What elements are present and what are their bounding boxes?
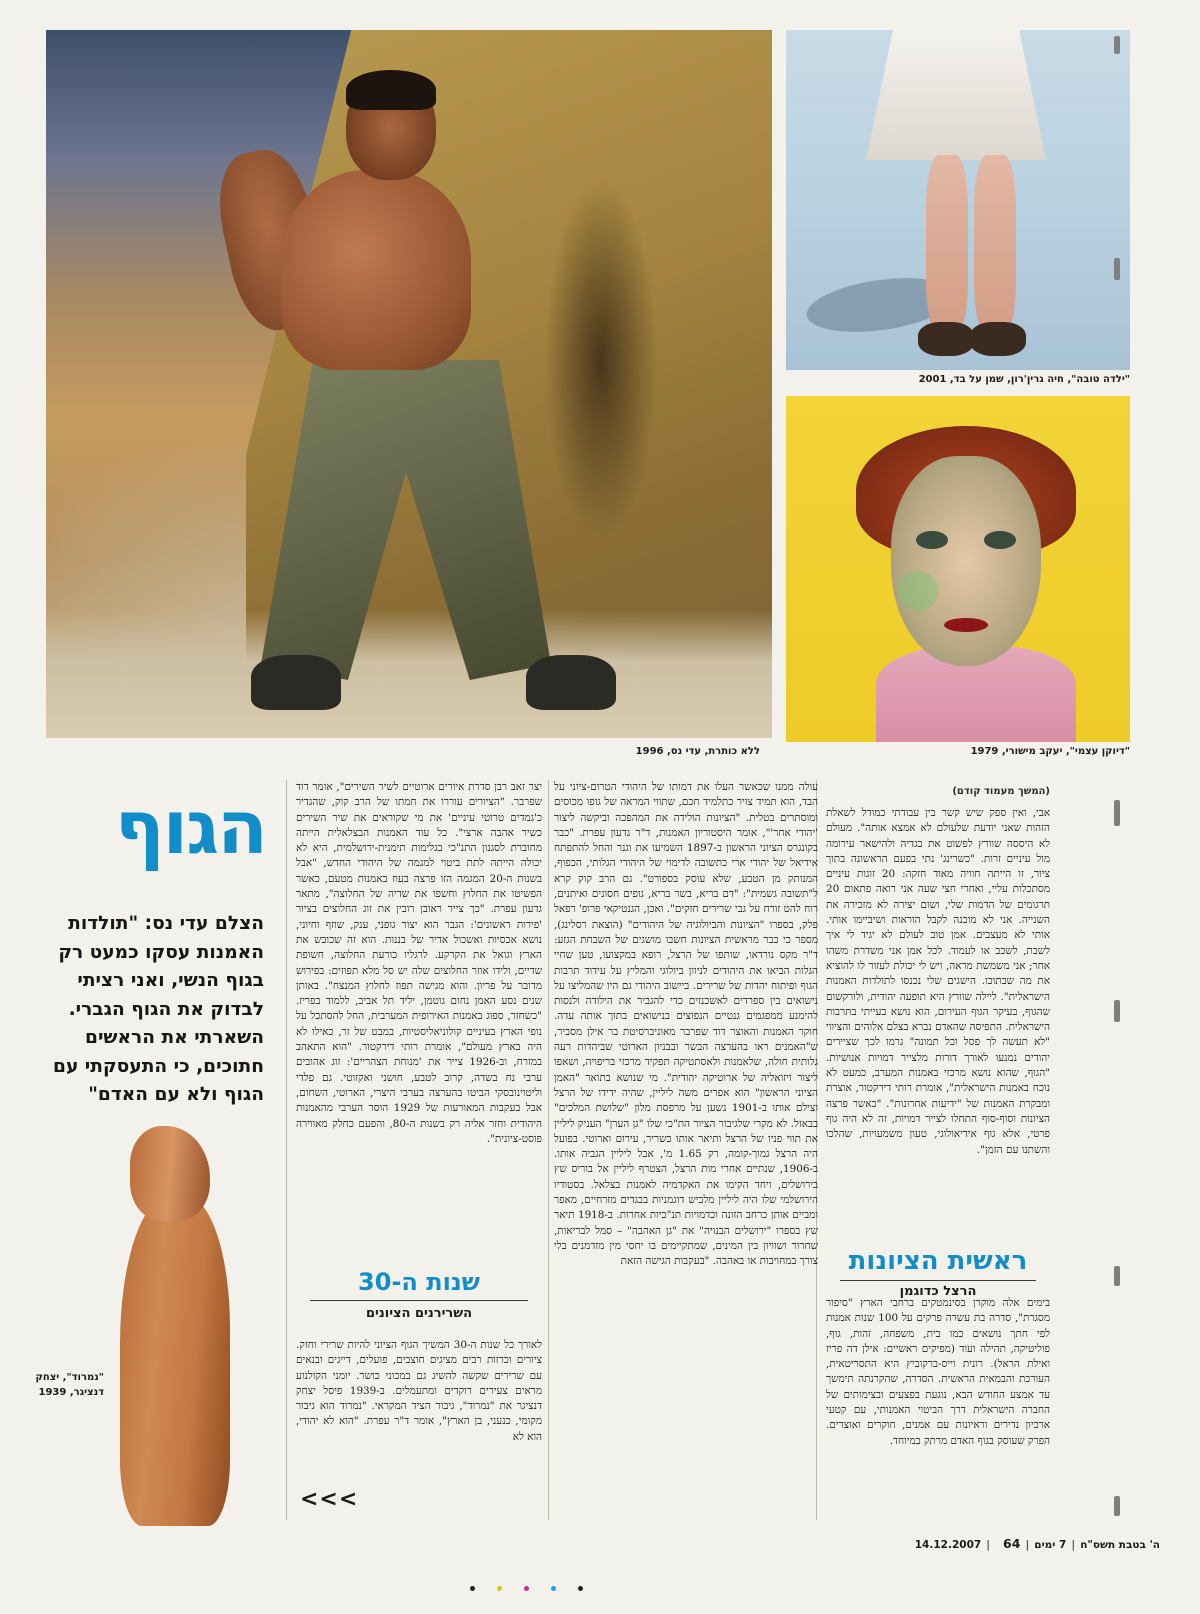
page-number: 64 — [1003, 1536, 1021, 1551]
page-footer — [820, 1536, 1160, 1551]
statue-photo-caption: "נמרוד", יצחק דנציגר, 1939 — [35, 1372, 104, 1398]
column-divider — [548, 780, 549, 1520]
statue-body-shape — [120, 1196, 230, 1526]
nimrod-statue-photo — [110, 1126, 240, 1526]
footer-date: 14.12.2007 — [914, 1539, 982, 1551]
footer-separator: | — [1025, 1539, 1030, 1551]
photo-shoe-shape — [970, 322, 1026, 356]
photo-leg-shape — [926, 155, 968, 335]
body-column-2: עולה ממנו שכאשר העלו את דמותו של היהודי הטרום-ציוני על הבד, הוא תמיד צויר כתלמיד חכם, שתווי המראה של גופו מכוסים ומוסתרים בטלית. "הציונות הולידה את המהפכה וביקשה ליצור 'יהודי אחר'", אומר היסטוריון האמנות, ד"ר גדעון עפרת. "כבר בקונגרס הציוני הראשון ב-1897 השמיעו את וגנר והחל להתפתח אידיאל של יהודי ארי כתשובה לדימוי של היהודי הגלותי, הכפוף, המנותק מן הטבע, שלא עוסק בספורט". גם הרב קוק קרא ל"תשובה גשמית": "דם בריא, בשר בריא, גופים חסונים ואיתנים, רוח להט זורח על גבי שרירים חזקים". ואכן, הגנטיקאי פרופ' רפאל פלק, בספרו "הציונות והביולוגיה של היהודים" (הוצאת רסלינג), מספר כי כבר מראשית הציונות חשבו מושגים של השבחת הגזע: ד"ר מקס נורדאו, שותפו של הרצל, רופא במקצועו, טען שחיי הגלות הביאו את היהודים לניוון ביולוגי והמליץ על עידוד תרבות הגוף ופיתוח יהדות של שרירים. ביישוב היהודי גם היו שהמליצו על נישואים בין ספרדים לאשכנזים כדי להגביר את הילודה ולנסות להימנע ממפגמים גנטיים הנפוצים בנישואים בתוך אותה עדה. חוקר האמנות והאוצר דוד שפרבר מאוניברסיטת בר אילן מסביר, ש"האמנים ראו בהערצה הבשר ובבניון הארוטי שביהדות רעה גלותית חולה, שלאמנות ולאסתטיקה תפקיד מרכזי בריפויה, ושאפו ליצור ויזואליה של ארוטיקה יהודית". מי שנושא בתואר "האמן הציוני הראשון" הוא אפרים משה ליליין, שהיה ידידו של הרצל וצילם אותו ב-1901 נשען על מרפסת מלון "שלושת המלכים" בבאזל. לא מקרי שלגיבור הציור הת"כי שלו "גן הערן" העניק ליליין את תווי פניו של הרצל ותיאר אותו כשריר, עירום וארוטי. בפועל היה הרצל גמוך-קומה, רק 1.65 מ', אבל ליליין הגביה אותו. ב-1906, שנתיים אחרי מות הרצל, הצטרף ליליין אל בוריס שץ בירושלים, ויחד הקימו את האקדמיה לאמנות בצלאל. בסטודיו הירושלמי שלו היה ליליין מלביש דוגמניות בבגדים מזרחיים, מאפר ומביים אותן כרחב הזונה וכדמויות תנ"כיות אחרות. ב-1918 תיאר שץ בספרו "ירושלים הבנויה" את "גן האהבה" – סמל לבריאות, שחרור ושוויון בין המינים, שמתקיימים בו יחסי מין מזדמנים בלי צורך במחויבות או באהבה. "בעקבות הגישה הזאת — [554, 781, 818, 1268]
article-headline: הגוף — [114, 785, 266, 871]
photo-eye-shape — [984, 531, 1016, 549]
edge-mark — [1114, 258, 1120, 280]
registration-dot — [497, 1586, 502, 1591]
photo-eye-shape — [916, 531, 948, 549]
photo-hair-shape — [346, 70, 436, 110]
body-column-1-lower: בימים אלה מוקרן בסינמטקים ברחבי הארץ "סיפור מסגרת", סדרה בת עשרה פרקים על 100 שנות אמנות לפי חתך נושאים כמו בית, משפחה, זהות, גוף, פוליטיקה, תהילה ועוד (מפיקים ראשיים: אילן דה פריז ואילת הראל). רונית וייס-ברקוביץ היא התסריטאית, העורכת והבמאית הראשית. הסדרה, שהקרנתה תימשך עד אמצע החודש הבא, נוגעת בפצעים ובצימותים של החברה הישראלית דרך הביטוי האמנותי, עם קטעי ארכיון נדירים וראיונות עם אמנים, חוקרים ואוצרים. הפרק שעוסק בגוף האדם מרתק במיוחד. — [826, 1297, 1050, 1447]
continued-note: (המשך מעמוד קודם) — [952, 786, 1050, 797]
portrait-photo-caption: "דיוקן עצמי", יעקב מישורי, 1979 — [970, 746, 1130, 757]
photo-shadow-shape — [526, 120, 676, 600]
photo-lips-shape — [944, 618, 988, 632]
soldier-photo-caption: ללא כותרת, עדי נס, 1996 — [635, 746, 760, 757]
section-title-30s: שנות ה-30 — [358, 1268, 480, 1296]
footer-hebrew-date: ה' בטבת תשס"ח — [1080, 1539, 1160, 1551]
registration-marks — [470, 1586, 583, 1591]
section-title-zionism: ראשית הציונות — [848, 1246, 1028, 1276]
registration-dot — [578, 1586, 583, 1591]
column-divider — [286, 780, 287, 1520]
footer-section: 7 ימים — [1034, 1539, 1067, 1551]
photo-boot-shape — [526, 655, 616, 710]
photo-torso-shape — [281, 170, 471, 370]
registration-dot — [551, 1586, 556, 1591]
photo-sand-shape — [46, 610, 772, 738]
self-portrait-photo — [786, 396, 1130, 742]
body-column-3-lower: לאורך כל שנות ה-30 המשיך הגוף הציוני להיות שרירי וחזק. ציורים וכרזות רבים מציגים חוצבים, פועלים, דייגים ובנאים עם שרירים שקשה להשיג גם במכוני כושר. יומני הקולנוע מראים צעירים רוקדים ומתעמלים. ב-1939 פיסל יצחק דנציגר את "נמרוד", גיבור הציד המקראי. "נמרוד הוא גיבור מקומי, כנעני, בן הארץ", אומר ד"ר עפרת. "הוא לא יהודי, הוא לא — [296, 1339, 542, 1443]
footer-separator: | — [1071, 1539, 1076, 1551]
soldier-photo — [46, 30, 772, 738]
registration-dot — [470, 1586, 475, 1591]
photo-leg-shape — [974, 155, 1016, 335]
section-rule — [840, 1280, 1036, 1281]
footer-separator: | — [986, 1539, 991, 1551]
registration-dot — [524, 1586, 529, 1591]
pull-quote: הצלם עדי נס: "תולדות האמנות עסקו כמעט רק בגוף הנשי, ואני רציתי לבדוק את הגוף הגברי. השארתי את הראשים חתוכים, כי התעסקתי עם הגוף ולא עם האדם" — [53, 913, 264, 1105]
photo-boot-shape — [251, 655, 341, 710]
girl-painting-photo — [786, 30, 1130, 370]
photo-dress-shape — [866, 30, 1046, 160]
statue-head-shape — [130, 1126, 210, 1221]
edge-mark — [1114, 1000, 1120, 1022]
body-column-1: אבי, ואין ספק שיש קשר בין עבודתי כמודל לשאלת הזהות שאני יודעת שלעולם לא אמצא אותה". מעולם לא היססה שוורץ לפשוט את בגדיה ולהישאר עירומה מול עיניים זרות. "כשרינג' נתי בפעם הראשונה בתוך ציור, זו הייתה חוויה מאוד חזקה: 20 זוגות עיניים מסתכלות עליי, ואחרי חצי שעה אני רואה פתאום 20 תרגומים של הדמות שלי, ושום יצירה לא מזכירה את השנייה. אני לא מוכנה לקבל הוראות ושיביימו אותי. אותי לא מעצבים. אמן טוב לעולם לא יגיד לי איך לשבת, לשכב או לעמוד. לכל אמן אני משדרת משהו אחר; אני משמשת מראה, ויש לי יכולת לעזור לו להוציא את מה שבתוכו. הישגים שלי נכנסו לתולדות האמנות הישראלית". ליילה שוורץ היא תופעה יהודית, ולורקשום שהגוף, בעיקר הגוף העירום, הוא נושא בעייתי בתרבות הישראלית. התפיסה שהאדם נברא בצלם אלוהים והציווי "לא תעשה לך פסל וכל תמונה" גרמו לכך שציירים יהודים נמנעו לאורך דורות מלצייר דמויות אנושיות. "הגוף, שהוא נושא מרכזי באמנות המערב, כמעט לא נוכח באמנות הישראלית", אומרת רותי דירקטור, אוצרת ומבקרת האמנות של "ידיעות אחרונות". "כאשר פרצה הציונות וסוף-סוף התחלו לצייר דמויות, זה לא היה גוף פרטי, אלא גוף אידיאולוגי, טעון משמעויות, שהלכו והשתנו עם הזמן". — [826, 807, 1050, 1156]
body-column-3: יצר זאב רבן סדרת איורים ארוטיים לשיר השירים", אומר דוד שפרבר. "הציורים עוררו את חמתו של הרב קוק, שהגדיר כ'גמדים טרוטי עיניים' את מי שקוראים את שיר השירים כשיר אהבה ארצי". כל עוד האמנות הבצלאלית הייתה מחוברת לסגנון התנ"כי בגלימות תימנית-ירושלמית, היא לא יכולה הייתה לתת ביטוי למגמה של היהודי החדש, "אבל בשנות ה-20 המגמה הזו פרצה בעוז באמנות מטעם, כאשר הפשיטו את החלוץ וחשפו את שדיה של החלוצה", מתאר גדעון עפרת. "כך צייר ראובן רובין את זוג החלוצים בציור 'פירות ראשונים': הגבר הוא יצור גופני, ענק, שוזף וחיוני, נושא אכסיות ואשכול אדיר של בננות. הוא זה שכובש את הארץ וגואל את הקרקע. לרגליו כורעת החלוצה, חשופת שדיים, ולידו אוזר החלוצים שלה יש סל מלא תפוזים: בפירוש מדובר על פריון. והוא מגישה תפוז לחלוץ המנצח". באותן שנים נסע האמן נחום גוטמן, יליד תל אביב, ללמוד בפריז. "כשחזר, ספוג באמנות האירופית המערבית, החל להסתכל על נופי הארץ בעיניים קולוניאליסטיות, במבט של זר, כאילו לא היה בארץ מעולם", אומרת רותי דירקטור. "הוא התאהב במזרח, וב-1926 צייר את 'מנוחת הצהריים': זוג אהובים ערבי נח בשדה, קרוב לטבע, חושני ואקזוטי. גם פלדי וליטוינובסקי הביטו בהערצה בערבי היצרי, הארוטי, השחום, אבל בעקבות המאורעות של 1929 הוסר הערבי מהאמנות היהודית וחזר אליה רק בשנות ה-80, והפעם כחלק מאווירה פוסט-ציונית". — [296, 781, 542, 1145]
photo-shoe-shape — [918, 322, 974, 356]
section-subtitle-30s: השרירנים הציונים — [365, 1306, 473, 1321]
section-rule — [310, 1300, 528, 1301]
photo-face-shape — [891, 456, 1041, 666]
edge-mark — [1114, 800, 1120, 826]
continued-arrows: <<< — [300, 1487, 359, 1512]
girl-photo-caption: "ילדה טובה", חיה גרין'רון, שמן על בד, 2001 — [918, 374, 1130, 385]
edge-mark — [1114, 1266, 1120, 1286]
edge-mark — [1114, 1496, 1120, 1516]
edge-mark — [1114, 36, 1120, 54]
photo-cheek-shape — [898, 571, 938, 611]
section-subtitle-zionism: הרצל כדוגמן — [899, 1284, 977, 1299]
